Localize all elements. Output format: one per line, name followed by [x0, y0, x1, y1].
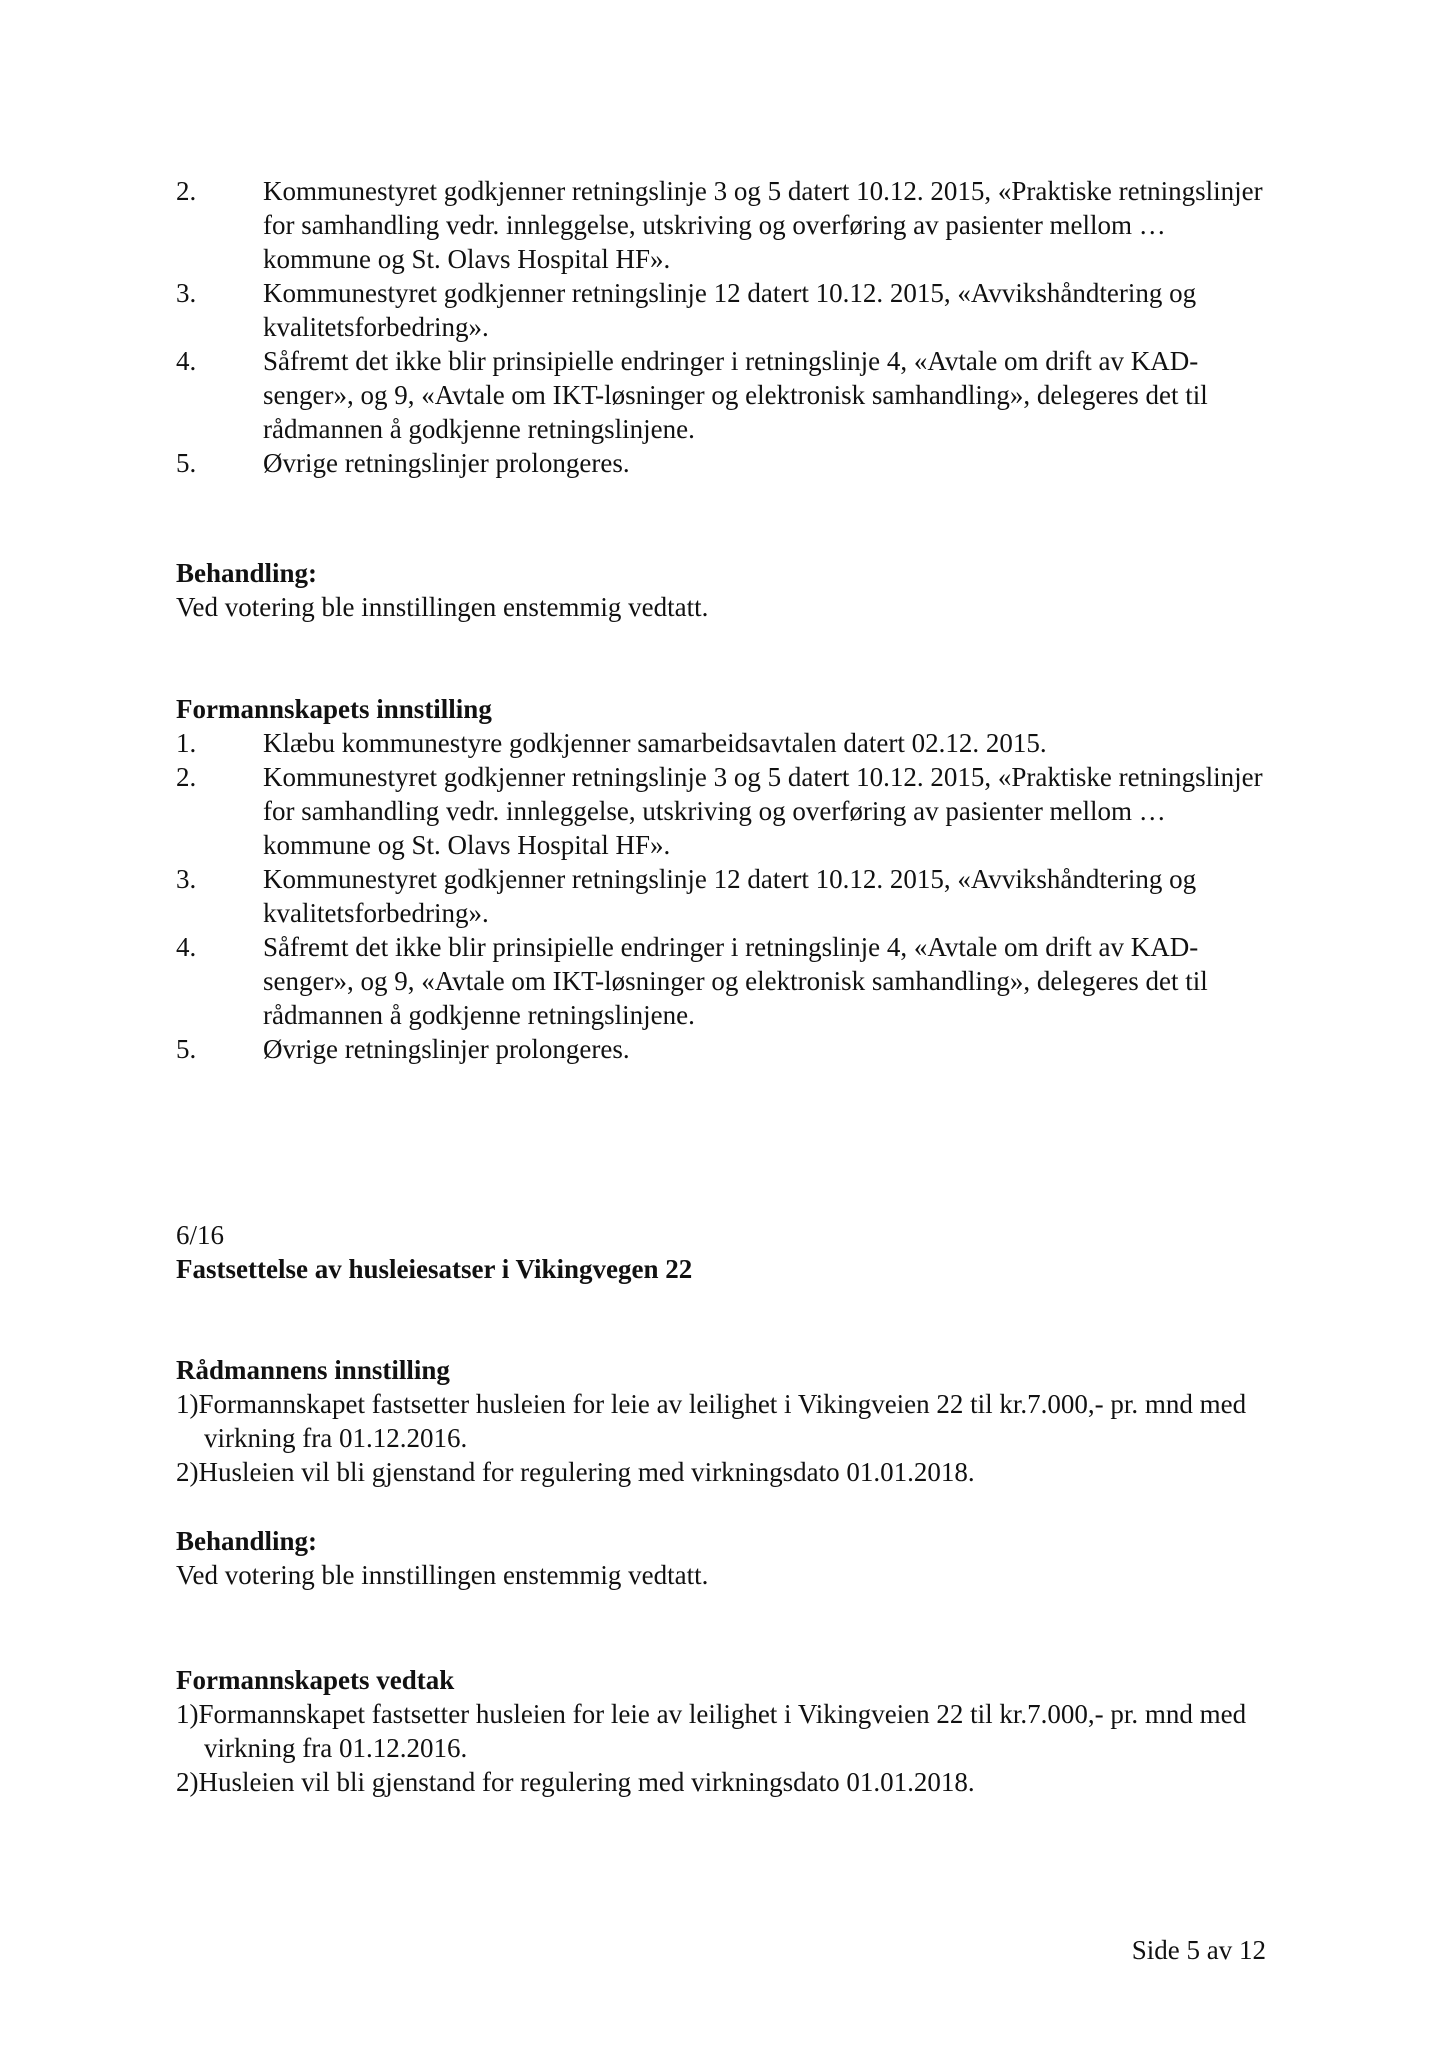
section-text: Ved votering ble innstillingen enstemmig vedtatt. — [176, 1560, 709, 1590]
top-numbered-list — [176, 174, 1276, 480]
list-number: 2. — [176, 176, 197, 206]
radmannens-innstilling-section — [176, 1353, 1276, 1489]
behandling-section-1 — [176, 556, 1276, 624]
list-item — [176, 862, 1276, 930]
list-text: Såfremt det ikke blir prinsipielle endringer i retningslinje 4, «Avtale om drift av KAD-senger», og 9, «Avtale om IKT-løsninger og elektronisk samhandling», delegeres det til rådmannen å godkjenne retningslinjene. — [263, 932, 1208, 1030]
list-text: Kommunestyret godkjenner retningslinje 12 datert 10.12. 2015, «Avvikshåndtering og kvalitetsforbedring». — [263, 864, 1197, 928]
list-item: 2)Husleien vil bli gjenstand for regulering med virkningsdato 01.01.2018. — [176, 1457, 975, 1487]
behandling-section-2 — [176, 1524, 1276, 1592]
case-header — [176, 1218, 1276, 1286]
list-text: Kommunestyret godkjenner retningslinje 3 og 5 datert 10.12. 2015, «Praktiske retningslinjer for samhandling vedr. innleggelse, utskriving og overføring av pasienter mellom … kommune og St. Olavs Hospital HF». — [263, 176, 1263, 274]
section-heading: Rådmannens innstilling — [176, 1355, 450, 1385]
list-text: Øvrige retningslinjer prolongeres. — [263, 448, 630, 478]
formannskapets-vedtak-section — [176, 1663, 1276, 1799]
list-item: 1)Formannskapet fastsetter husleien for leie av leilighet i Vikingveien 22 til kr.7.000,- pr. mnd med virkning fra 01.12.2016. — [176, 1389, 1247, 1453]
list-item — [176, 930, 1276, 1032]
page-number: Side 5 av 12 — [1131, 1935, 1266, 1965]
section-text: Ved votering ble innstillingen enstemmig vedtatt. — [176, 592, 709, 622]
list-text: Såfremt det ikke blir prinsipielle endringer i retningslinje 4, «Avtale om drift av KAD-senger», og 9, «Avtale om IKT-løsninger og elektronisk samhandling», delegeres det til rådmannen å godkjenne retningslinjene. — [263, 346, 1208, 444]
list-text: Klæbu kommunestyre godkjenner samarbeidsavtalen datert 02.12. 2015. — [263, 728, 1047, 758]
section-heading: Behandling: — [176, 1526, 318, 1556]
section-heading: Formannskapets innstilling — [176, 694, 492, 724]
list-item — [176, 174, 1276, 276]
list-item — [176, 1032, 1276, 1066]
list-item — [176, 446, 1276, 480]
section-heading: Behandling: — [176, 558, 318, 588]
list-number: 1. — [176, 728, 197, 758]
list-number: 5. — [176, 448, 197, 478]
list-item — [176, 760, 1276, 862]
list-number: 3. — [176, 278, 197, 308]
list-number: 2. — [176, 762, 197, 792]
list-number: 5. — [176, 1034, 197, 1064]
list-item — [176, 726, 1276, 760]
list-item: 1)Formannskapet fastsetter husleien for leie av leilighet i Vikingveien 22 til kr.7.000,- pr. mnd med virkning fra 01.12.2016. — [176, 1699, 1247, 1763]
list-text: Kommunestyret godkjenner retningslinje 3 og 5 datert 10.12. 2015, «Praktiske retningslinjer for samhandling vedr. innleggelse, utskriving og overføring av pasienter mellom … kommune og St. Olavs Hospital HF». — [263, 762, 1263, 860]
list-number: 3. — [176, 864, 197, 894]
list-text: Kommunestyret godkjenner retningslinje 12 datert 10.12. 2015, «Avvikshåndtering og kvalitetsforbedring». — [263, 278, 1197, 342]
case-number: 6/16 — [176, 1220, 225, 1250]
formannskapets-innstilling-section — [176, 692, 1276, 1066]
list-text: Øvrige retningslinjer prolongeres. — [263, 1034, 630, 1064]
list-item: 2)Husleien vil bli gjenstand for regulering med virkningsdato 01.01.2018. — [176, 1767, 975, 1797]
section-heading: Formannskapets vedtak — [176, 1665, 455, 1695]
list-item — [176, 276, 1276, 344]
list-item — [176, 344, 1276, 446]
list-number: 4. — [176, 346, 197, 376]
case-title: Fastsettelse av husleiesatser i Vikingvegen 22 — [176, 1254, 693, 1284]
list-number: 4. — [176, 932, 197, 962]
